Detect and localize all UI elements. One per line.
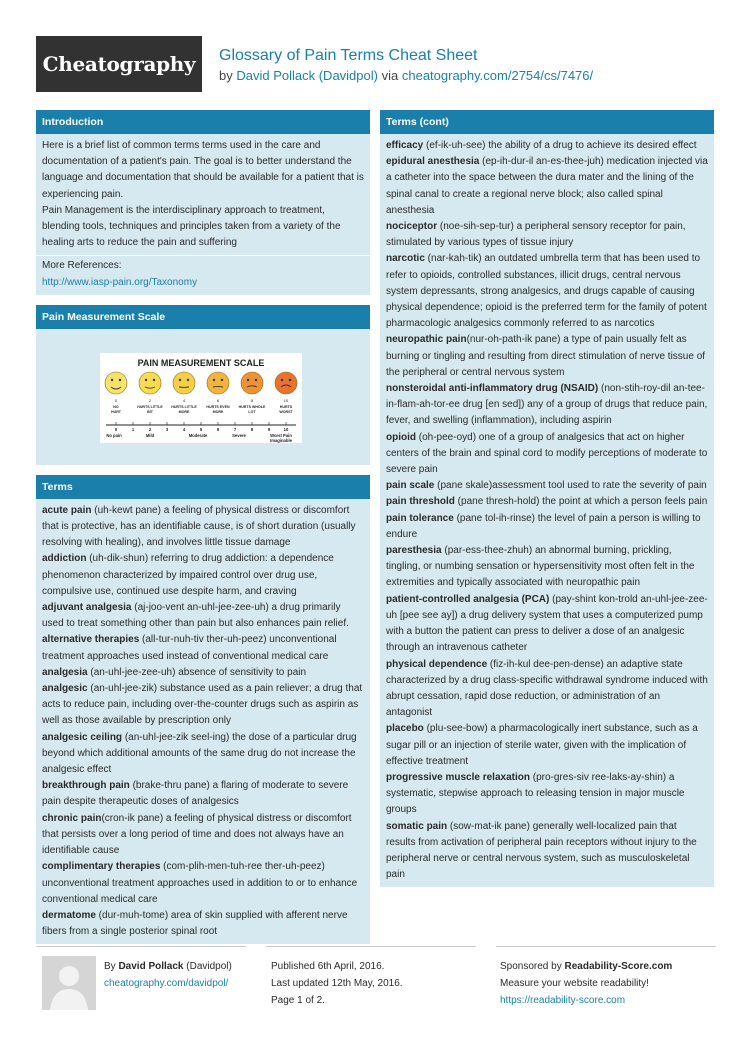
terms-section (36, 475, 370, 944)
pain-scale-section (36, 305, 370, 465)
term-definition: (sow-mat-ik pane) generally well-localized pain that results from activation of peripheral pain receptors without injury to the peripheral nerve or central nervous system, such as musculoskeletal pain (386, 820, 697, 881)
term-name: paresthesia (386, 545, 442, 557)
glossary-entry (386, 430, 708, 479)
term-definition: (cron-ik pane) a feeling of physical distress or discomfort that persists over a long period of time and does not always have an identifiable cause (42, 812, 352, 857)
scale-band-label: Moderate (188, 432, 208, 438)
scale-number: 1 (131, 426, 135, 432)
term-definition: (brake-thru pane) a flaring of moderate to severe pain despite therapeutic doses of analgesics (42, 780, 349, 808)
term-definition: (aj-joo-vent an-uhl-jee-zee-uh) a drug primarily used to treat something other than pain but also enhances pain relief. (42, 602, 349, 630)
face-value: 0 (114, 397, 118, 403)
sponsor-link[interactable]: https://readability-score.com (500, 995, 626, 1006)
sponsor-prefix: Sponsored by (500, 961, 565, 972)
term-definition: (non-stih-roy-dil an-tee-in-flam-ah-tor-ee drug [en sed]) any of a group of drugs that reduce pain, fever, and swelling (inflammation), including aspirin (386, 383, 708, 427)
face-label: HURTS LITTLE (137, 404, 163, 409)
term-name: dermatome (42, 909, 96, 921)
face-label: HURTS (279, 404, 293, 409)
scale-image-wrap (36, 329, 370, 465)
glossary-entry (386, 219, 708, 251)
footer-rule (36, 946, 246, 947)
byline (219, 67, 593, 85)
glossary-entry (42, 811, 364, 860)
term-name: pain scale (386, 480, 435, 492)
right-column (380, 110, 714, 897)
face-value: 2 (148, 397, 152, 403)
term-name: addiction (42, 553, 87, 565)
glossary-entry (42, 665, 364, 681)
glossary-entry (42, 730, 364, 779)
published-date: Published 6th April, 2016. (271, 961, 385, 972)
scale-number: 2 (148, 426, 152, 432)
intro-paragraph: Here is a brief list of common terms terms used in the care and documentation of a patient's pain. The goal is to better understand the language and documentation that should be available for a patient that is experiencing pain. (42, 140, 364, 200)
pain-scale-image (100, 353, 302, 443)
face-label: MORE (178, 409, 190, 414)
term-definition: (nur-oh-path-ik pane) a type of pain usually felt as burning or tingling and resulting from direct stimulation of nerve tissue of the peripheral or central nervous system (386, 334, 706, 378)
references-label: More References: (42, 260, 122, 272)
term-definition: (plu-see-bow) a pharmacologically inert substance, such as a sugar pill or an injection of sterile water, given with the implication of effective treatment (386, 723, 698, 767)
section-heading: Terms (36, 475, 370, 499)
updated-date: Last updated 12th May, 2016. (271, 978, 403, 989)
footer-rule (496, 946, 716, 947)
glossary-entry (386, 543, 708, 592)
term-definition: (pro-gres-siv ree-laks-ay-shin) a systematic, stepwise approach to releasing tension in major muscle groups (386, 771, 685, 816)
term-name: efficacy (386, 140, 424, 151)
face-value: 8 (250, 397, 254, 403)
face-value: 6 (216, 397, 220, 403)
face-label: BIT (147, 409, 153, 414)
term-definition: (par-ess-thee-zhuh) an abnormal burning, prickling, tingling, or numbing sensation or hypersensitivity most often felt in the extremities and typically associated with neuropathic pain (386, 545, 695, 589)
glossary-entry (42, 681, 364, 730)
term-definition: (pane skale)assessment tool used to rate the severity of pain (434, 480, 707, 492)
scale-number: 0 (114, 426, 118, 432)
term-definition: (all-tur-nuh-tiv ther-uh-peez) unconventional treatment approaches used instead of conventional medical care (42, 634, 337, 662)
term-definition: (pay-shint kon-trold an-uhl-jee-zee-uh [pee see ay]) a drug delivery system that uses a computerized pump with a button the patient can press to deliver a dose of an analgesic through an intravenous catheter (386, 593, 708, 654)
scale-number: 5 (199, 426, 203, 432)
face-label: HURT (111, 409, 121, 414)
page-header (36, 36, 716, 92)
terms-cont-section (380, 110, 714, 887)
glossary-entry (386, 592, 708, 657)
term-name: opioid (386, 431, 416, 443)
term-definition: (com-plih-men-tuh-ree ther-uh-peez) unconventional treatment approaches used in addition to or to enhance conventional medical care (42, 861, 358, 905)
glossary-entry (42, 908, 364, 940)
term-name: analgesic (42, 683, 88, 695)
glossary-entry (42, 503, 364, 552)
scale-number: 8 (250, 426, 254, 432)
author-profile-link[interactable]: cheatography.com/davidpol/ (104, 978, 229, 989)
sheet-url-link[interactable]: cheatography.com/2754/cs/7476/ (401, 68, 594, 83)
footer-dates (271, 958, 403, 1009)
face-label: WORST (279, 409, 293, 414)
term-name: progressive muscle relaxation (386, 771, 530, 783)
page-number: Page 1 of 2. (271, 995, 325, 1006)
terms-list (36, 499, 370, 944)
pain-face (239, 372, 266, 414)
references-link[interactable]: http://www.iasp-pain.org/Taxonomy (42, 276, 198, 288)
term-definition: (nar-kah-tik) an outdated umbrella term that has been used to refer to opioids, controlled substances, illicit drugs, central nervous system depressants, strong analgesics, and drugs capable of causing physical dependence; opioid is the preferred term for the family of potent pharmacologic analgesics commonly referred to as narcotics (386, 253, 707, 330)
term-name: nociceptor (386, 221, 438, 233)
cheatography-logo[interactable] (36, 36, 202, 92)
sponsor-name: Readability-Score.com (564, 961, 673, 972)
page-title: Glossary of Pain Terms Cheat Sheet (219, 47, 478, 64)
face-value: 10 (283, 397, 289, 403)
intro-paragraph: Pain Management is the interdisciplinary approach to treatment, blending tools, techniques and principles taken from a variety of the healing arts to reduce the pain and suffering (42, 204, 341, 249)
term-name: analgesia (42, 666, 88, 678)
via-text: via (381, 68, 399, 83)
term-definition: (uh-dik-shun) referring to drug addiction: a dependence phenomenon characterized by impaired control over drug use, compulsive use, continued use despite harm, and craving (42, 553, 334, 597)
scale-number: 4 (182, 426, 186, 432)
title-block (219, 46, 593, 85)
pain-face (105, 372, 127, 414)
face-value: 4 (182, 397, 186, 403)
face-label: HURTS WHOLE (238, 404, 266, 409)
term-definition: (uh-kewt pane) a feeling of physical distress or discomfort that is protective, has an identifiable cause, is of short duration (usually resolving with healing), and involves little tissue damage (42, 504, 356, 549)
scale-number: 6 (216, 426, 220, 432)
term-definition: (dur-muh-tome) area of skin supplied with afferent nerve fibers from a single posterior spinal root (42, 909, 348, 938)
section-heading: Pain Measurement Scale (36, 305, 370, 329)
term-name: patient-controlled analgesia (PCA) (386, 593, 550, 605)
term-definition: (noe-sih-sep-tur) a peripheral sensory receptor for pain, stimulated by various types of tissue injury (386, 221, 686, 249)
term-definition: (an-uhl-jee-zee-uh) absence of sensitivity to pain (87, 666, 307, 678)
footer-sponsor (500, 958, 672, 1009)
term-name: analgesic ceiling (42, 731, 123, 743)
left-column (36, 110, 370, 954)
section-body (36, 134, 370, 295)
author-link[interactable]: David Pollack (Davidpol) (236, 68, 378, 83)
face-label: NO (113, 404, 119, 409)
scale-number: 3 (165, 426, 169, 432)
pain-face (171, 372, 197, 414)
glossary-entry (386, 478, 708, 494)
term-name: neuropathic pain (386, 334, 467, 346)
author-handle: (Davidpol) (183, 961, 232, 972)
footer-rule (266, 946, 476, 947)
term-name: placebo (386, 723, 424, 735)
term-definition: (ef-ik-uh-see) the ability of a drug to achieve its desired effect (423, 140, 697, 151)
scale-band-label: No pain (106, 432, 122, 438)
glossary-entry (386, 494, 708, 510)
term-definition: (ep-ih-dur-il an-es-thee-juh) medication injected via a catheter into the space between the dura mater and the lining of the spinal canal to create a regional nerve block; also called spinal anesthesia (386, 156, 708, 216)
term-name: alternative therapies (42, 634, 140, 646)
term-name: breakthrough pain (42, 780, 130, 792)
glossary-entry (386, 819, 708, 884)
section-heading: Introduction (36, 110, 370, 134)
footer-author (104, 958, 232, 992)
pain-face (275, 372, 297, 414)
term-name: physical dependence (386, 658, 488, 670)
scale-number: 10 (283, 426, 289, 432)
scale-number: 7 (233, 426, 237, 432)
glossary-entry (42, 778, 364, 810)
scale-band-label: Imaginable (270, 437, 292, 443)
pain-face (206, 372, 230, 414)
term-definition: (pane thresh-hold) the point at which a person feels pain (454, 496, 708, 508)
face-label: MORE (212, 409, 224, 414)
term-name: epidural anesthesia (386, 156, 480, 168)
introduction-section (36, 110, 370, 295)
face-label: HURTS LITTLE (171, 404, 197, 409)
section-heading: Terms (cont) (380, 110, 714, 134)
glossary-entry (386, 251, 708, 332)
scale-band-label: Mild (145, 432, 155, 438)
term-name: narcotic (386, 253, 425, 265)
glossary-entry (42, 859, 364, 908)
term-definition: (fiz-ih-kul dee-pen-dense) an adaptive state characterized by a drug class-specific withdrawal syndrome induced with abrupt cessation, rapid dose reduction, or administration of an antagonist (386, 658, 708, 719)
glossary-entry (386, 154, 708, 219)
scale-band-label: Worst Pain (270, 432, 292, 438)
glossary-entry (386, 770, 708, 819)
term-name: nonsteroidal anti-inflammatory drug (NSAID) (386, 383, 599, 395)
term-name: pain threshold (386, 496, 455, 508)
avatar[interactable] (42, 956, 96, 1010)
glossary-entry (386, 381, 708, 430)
scale-title: PAIN MEASUREMENT SCALE (137, 357, 265, 368)
glossary-entry (386, 332, 708, 381)
term-name: acute pain (42, 504, 92, 516)
term-definition: (pane tol-ih-rinse) the level of pain a person is willing to endure (386, 512, 701, 540)
term-definition: (an-uhl-jee-zik) substance used as a pain reliever; a drug that acts to reduce pain, including over-the-counter drugs such as aspirin as well as those available by prescription only (42, 683, 363, 727)
term-name: pain tolerance (386, 512, 454, 524)
glossary-entry (42, 600, 364, 632)
term-definition: (an-uhl-jee-zik seel-ing) the dose of a particular drug beyond which additional amounts of the same drug do not increase the analgesic effect (42, 731, 357, 776)
term-name: complimentary therapies (42, 861, 161, 873)
face-label: HURTS EVEN (206, 404, 230, 409)
pain-face (137, 372, 163, 414)
sponsor-tagline: Measure your website readability! (500, 978, 649, 989)
divider (36, 255, 370, 256)
glossary-entry (386, 511, 708, 543)
by-text: by (219, 68, 233, 83)
logo-text: Cheatography (42, 52, 196, 76)
scale-number: 9 (267, 426, 271, 432)
pain-scale-graphic (100, 353, 302, 443)
glossary-entry (386, 721, 708, 770)
user-silhouette-icon (42, 956, 96, 1010)
glossary-entry (42, 551, 364, 600)
term-name: adjuvant analgesia (42, 602, 132, 614)
term-name: somatic pain (386, 820, 448, 832)
by-label: By (104, 961, 116, 972)
face-label: LOT (248, 409, 256, 414)
glossary-entry (42, 632, 364, 664)
glossary-entry (386, 657, 708, 722)
terms-cont-list (380, 134, 714, 887)
author-name: David Pollack (118, 961, 184, 972)
term-definition: (oh-pee-oyd) one of a group of analgesics that act on higher centers of the brain and spinal cord to modify perceptions of moderate to severe pain (386, 431, 708, 476)
term-name: chronic pain (42, 812, 102, 824)
page-footer (36, 946, 716, 1026)
glossary-entry (386, 138, 708, 154)
scale-band-label: Severe (232, 432, 246, 438)
